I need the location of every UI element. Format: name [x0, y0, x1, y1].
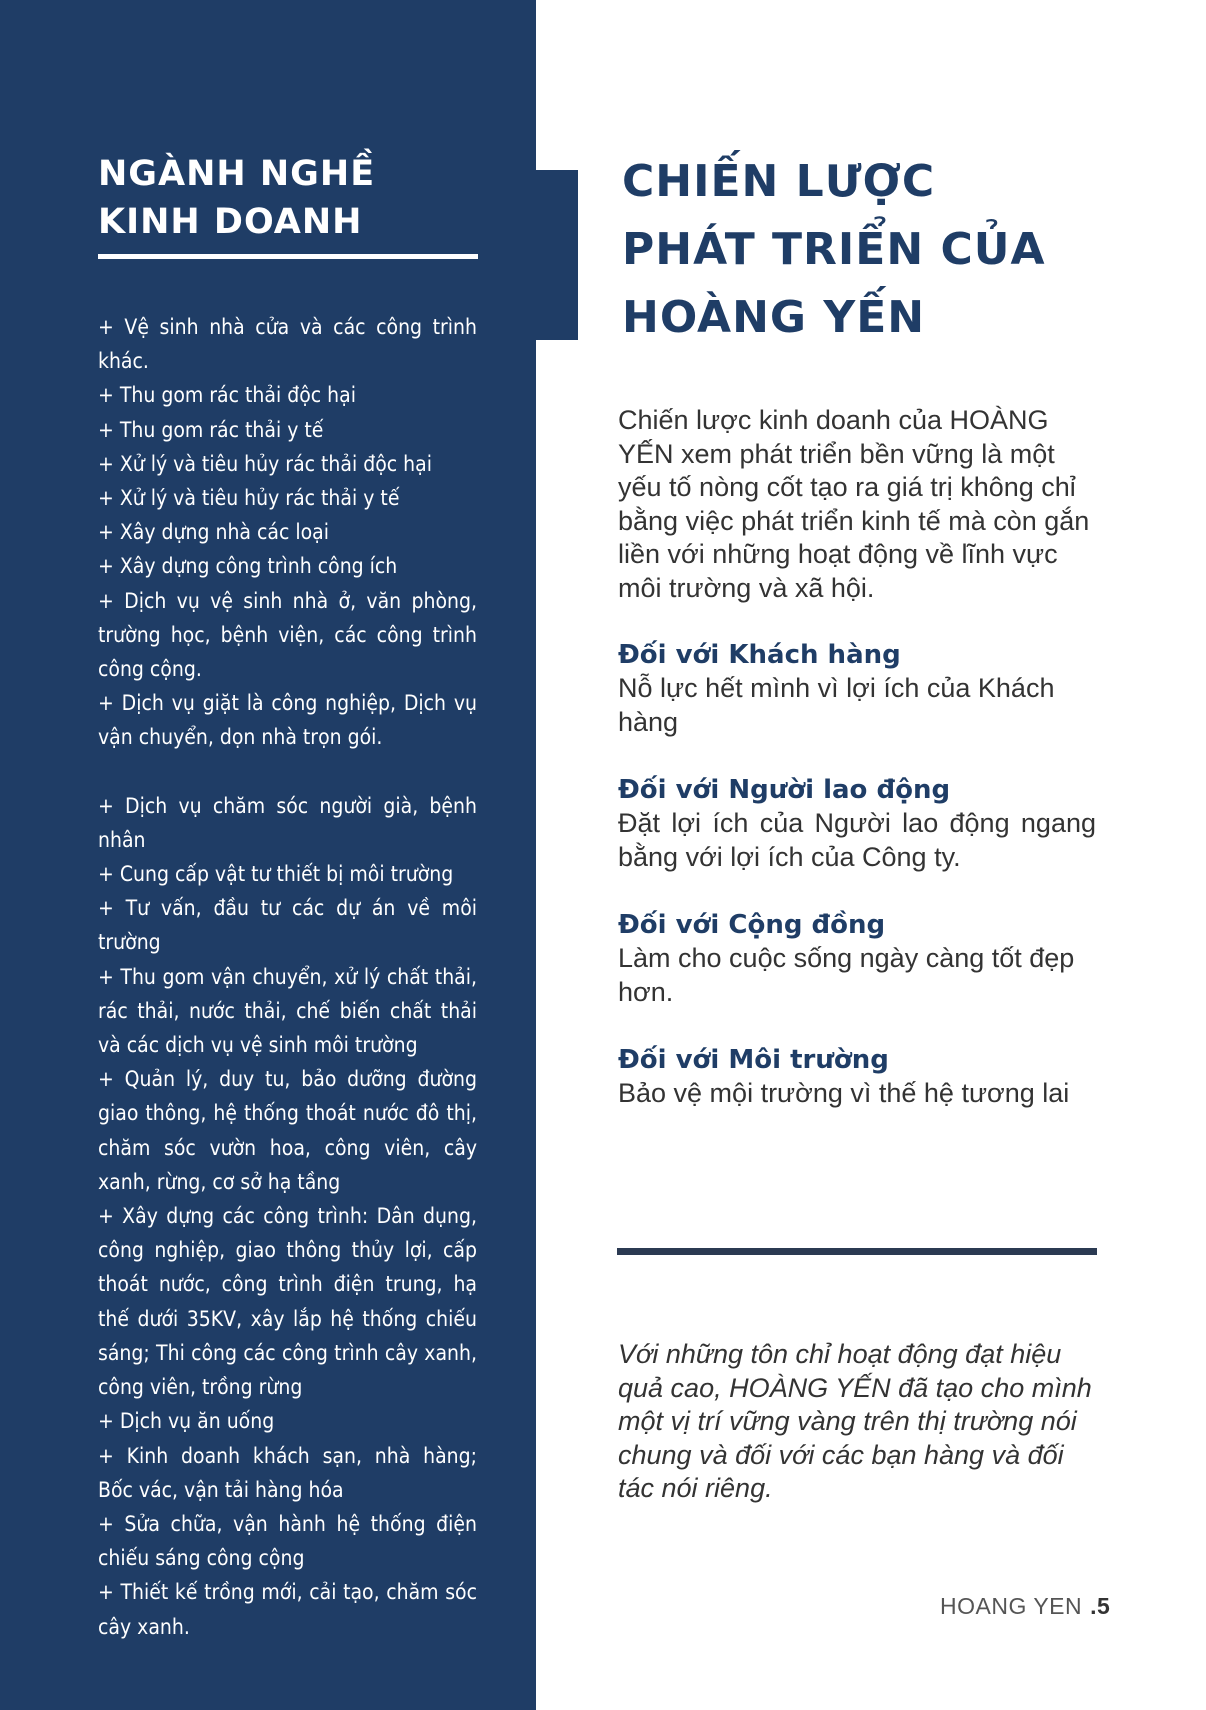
service-item: + Xây dựng các công trình: Dân dụng, công nghiệp, giao thông thủy lợi, cấp thoát nước, công trình điện trung, hạ thế dưới 35KV, xây lắp hệ thống chiếu sáng; Thi công các công trình cây xanh, công viên, trồng rừng [98, 1204, 477, 1400]
service-item: + Kinh doanh khách sạn, nhà hàng; Bốc vác, vận tải hàng hóa [98, 1443, 477, 1502]
services-list [98, 310, 477, 1644]
section-text: Đặt lợi ích của Người lao động ngang bằng với lợi ích của Công ty. [618, 808, 1096, 872]
service-item: + Cung cấp vật tư thiết bị môi trường [98, 862, 454, 887]
service-item: + Dịch vụ vệ sinh nhà ở, văn phòng, trường học, bệnh viện, các công trình công cộng. [98, 588, 477, 682]
service-item: + Quản lý, duy tu, bảo dưỡng đường giao thông, hệ thống thoát nước đô thị, chăm sóc vườn hoa, công viên, cây xanh, rừng, cơ sở hạ tầng [98, 1067, 477, 1194]
service-item: + Sửa chữa, vận hành hệ thống điện chiếu sáng công cộng [98, 1511, 477, 1571]
service-item: + Thu gom vận chuyển, xử lý chất thải, rác thải, nước thải, chế biến chất thải và các dịch vụ vệ sinh môi trường [98, 964, 477, 1058]
section-heading: Đối với Cộng đồng [618, 910, 886, 940]
section-environment [618, 1043, 1096, 1111]
strategy-title-line3: HOÀNG YẾN [622, 292, 926, 343]
page-number: .5 [1090, 1593, 1111, 1619]
service-item: + Tư vấn, đầu tư các dự án về môi trường [98, 896, 477, 955]
page-footer [940, 1593, 1110, 1620]
service-item: + Dịch vụ ăn uống [98, 1409, 275, 1434]
section-text: Bảo vệ mội trường vì thế hệ tương lai [618, 1078, 1070, 1108]
section-community [618, 908, 1096, 1009]
section-heading: Đối với Người lao động [618, 775, 951, 805]
section-text: Nỗ lực hết mình vì lợi ích của Khách hàng [618, 673, 1055, 737]
service-item: + Vệ sinh nhà cửa và các công trình khác. [98, 315, 477, 374]
section-customers [618, 638, 1096, 739]
title-tab-decoration [536, 170, 578, 340]
stakeholder-sections [618, 638, 1096, 1145]
section-employees [618, 773, 1096, 874]
service-item: + Xử lý và tiêu hủy rác thải độc hại [98, 451, 432, 476]
strategy-intro: Chiến lược kinh doanh của HOÀNG YẾN xem phát triển bền vững là một yếu tố nòng cốt tạo ra giá trị không chỉ bằng việc phát triển kinh tế mà còn gắn liền với những hoạt động về lĩnh vực môi trường và xã hội. [618, 405, 1090, 603]
service-item: + Thu gom rác thải độc hại [98, 383, 356, 408]
right-divider [617, 1248, 1097, 1255]
business-lines-title-line2: KINH DOANH [98, 202, 363, 242]
strategy-title [622, 148, 1102, 352]
service-item: + Thu gom rác thải y tế [98, 417, 324, 442]
service-item: + Dịch vụ chăm sóc người già, bệnh nhân [98, 793, 477, 852]
strategy-title-line1: CHIẾN LƯỢC [622, 156, 936, 207]
section-heading: Đối với Khách hàng [618, 640, 901, 670]
service-item: + Xây dựng công trình công ích [98, 554, 398, 579]
business-lines-title [98, 150, 478, 246]
strategy-title-line2: PHÁT TRIỂN CỦA [622, 224, 1046, 275]
closing-quote: Với những tôn chỉ hoạt động đạt hiệu quả cao, HOÀNG YẾN đã tạo cho mình một vị trí vững vàng trên thị trường nói chung và đối với các bạn hàng và đối tác nói riêng. [618, 1339, 1092, 1503]
service-item: + Dịch vụ giặt là công nghiệp, Dịch vụ vận chuyển, dọn nhà trọn gói. [98, 691, 477, 750]
section-text: Làm cho cuộc sống ngày càng tốt đẹp hơn. [618, 943, 1075, 1007]
service-item: + Xử lý và tiêu hủy rác thải y tế [98, 486, 400, 511]
service-item: + Thiết kế trồng mới, cải tạo, chăm sóc cây xanh. [98, 1580, 477, 1639]
business-lines-title-line1: NGÀNH NGHỀ [98, 154, 376, 194]
section-heading: Đối với Môi trường [618, 1045, 889, 1075]
left-divider [98, 254, 478, 259]
service-item: + Xây dựng nhà các loại [98, 520, 329, 545]
footer-brand: HOANG YEN [940, 1593, 1083, 1619]
